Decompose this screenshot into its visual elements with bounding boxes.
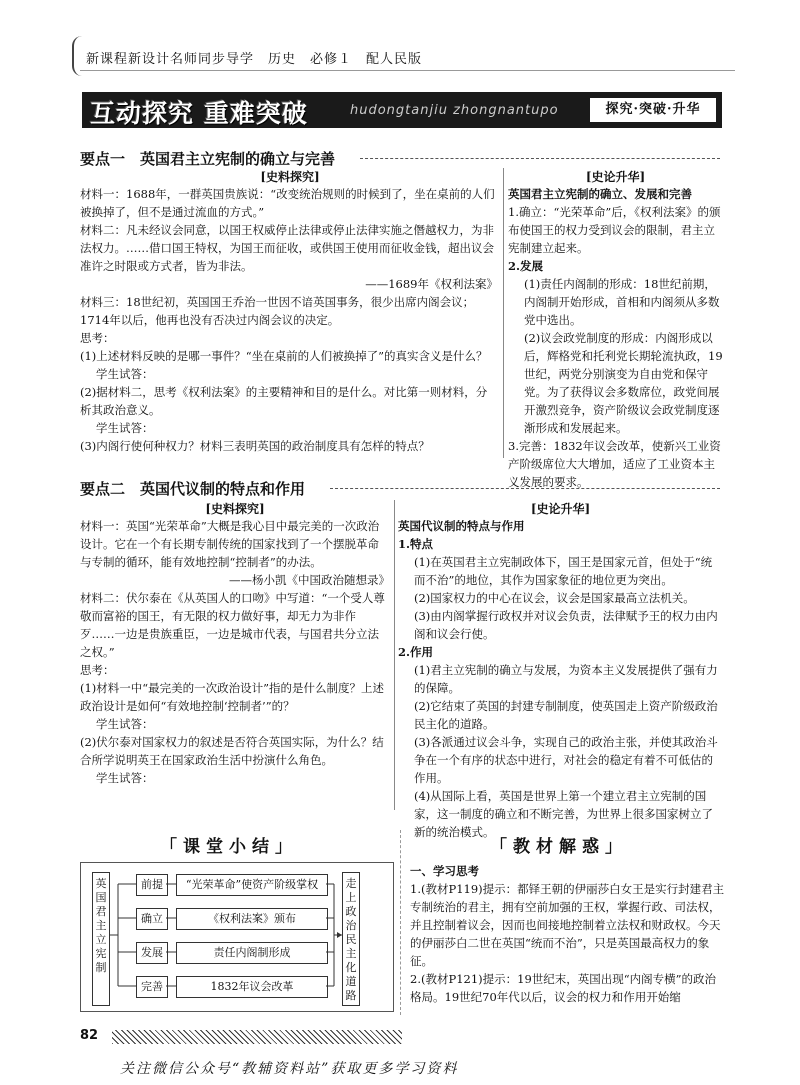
running-header: 新课程新设计名师同步导学 历史 必修１ 配人民版 <box>86 52 423 67</box>
section1-right-box-title: [史论升华] <box>585 170 646 184</box>
stage-establish: 确立 <box>136 908 168 930</box>
material-3: 材料三：18世纪初，英国国王乔治一世因不谙英国事务，很少出席内阁会议；1714年以后，他再也没有否决过内阁会议的决定。 <box>80 295 475 327</box>
question-3: (3)内阁行使何种权力？材料三表明英国的政治制度具有怎样的特点？ <box>80 439 430 453</box>
question-1: (1)上述材料反映的是哪一事件？“坐在桌前的人们被换掉了”的真实含义是什么？ <box>80 349 488 363</box>
page-number-hatch <box>112 1030 402 1044</box>
stage-premise-content: “光荣革命”使资产阶级掌权 <box>176 874 328 896</box>
s2-feature-label: 1.特点 <box>398 537 434 551</box>
s2-answer-prompt-1: 学生试答： <box>96 717 154 731</box>
s2-feature-2: (2)国家权力的中心在议会，议会是国家最高立法机关。 <box>414 591 695 605</box>
s2-feature-1: (1)在英国君主立宪制政体下，国王是国家元首，但处于“统而不治”的地位，其作为国家象征的地位更为突出。 <box>414 555 713 587</box>
s2-effect-2: (2)它结束了英国的封建专制制度，使英国走上资产阶级政治民主化的道路。 <box>414 699 718 731</box>
textbook-answer-1: 1.(教材P119)提示：都铎王朝的伊丽莎白女王是实行封建君主专制统治的君主，拥有空前加强的王权，掌握行政、司法权，并且控制着议会，因而也间接地控制着立法权和财政权。今天的伊丽莎白二世在英国“统而不治”，只是英国最高权力的象征。 <box>410 882 725 968</box>
right-heading: 英国君主立宪制的确立、发展和完善 <box>508 187 692 201</box>
summary-right-label: 走上政治民主化道路 <box>342 872 360 1006</box>
think-label: 思考： <box>80 331 115 345</box>
s2-effect-1: (1)君主立宪制的确立与发展，为资本主义发展提供了强有力的保障。 <box>414 663 718 695</box>
stage-improve: 完善 <box>136 976 168 998</box>
s2-answer-prompt-2: 学生试答： <box>96 771 154 785</box>
point-develop: 2.发展 <box>508 259 544 273</box>
textbook-column <box>410 862 725 1006</box>
answer-prompt-2: 学生试答： <box>96 421 154 435</box>
stage-develop: 发展 <box>136 942 168 964</box>
banner-title: 互动探究 重难突破 <box>90 99 308 128</box>
s2-think-label: 思考： <box>80 663 115 677</box>
footer-note: 关注微信公众号“教辅资料站”获取更多学习资料 <box>120 1061 459 1077</box>
page-number: 82 <box>80 1028 99 1043</box>
stage-improve-content: 1832年议会改革 <box>176 976 328 998</box>
section1-left-box-title: [史料探究] <box>260 170 320 184</box>
s2-feature-3: (3)由内阁掌握行政权并对议会负责，法律赋予王的权力由内阁和议会行使。 <box>414 609 718 641</box>
s2-effect-4: (4)从国际上看，英国是世界上第一个建立君主立宪制的国家，这一制度的确立和不断完善，为世界上很多国家树立了新的统治模式。 <box>414 789 713 839</box>
stage-premise: 前提 <box>136 874 168 896</box>
stage-develop-content: 责任内阁制形成 <box>176 942 328 964</box>
point-improve: 3.完善：1832年议会改革，使新兴工业资产阶级席位大大增加，适应了工业资本主义发展的要求。 <box>508 439 721 489</box>
s2-question-1: (1)材料一中“最完美的一次政治设计”指的是什么制度？上述政治设计是如何“有效地控制‘控制者’”的？ <box>80 681 385 713</box>
s2-effect-3: (3)各派通过议会斗争，实现自己的政治主张，并使其政治斗争在一个有序的状态中进行，对社会的稳定有着不可低估的作用。 <box>414 735 718 785</box>
answer-prompt-1: 学生试答： <box>96 367 154 381</box>
material-2-source: ——1689年《权利法案》 <box>365 277 498 291</box>
stage-establish-content: 《权利法案》颁布 <box>176 908 328 930</box>
banner-tag: 探究·突破·升华 <box>590 98 716 122</box>
s2-right-heading: 英国代议制的特点与作用 <box>398 519 525 533</box>
point-develop-1: (1)责任内阁制的形成：18世纪前期，内阁制开始形成，首相和内阁须从多数党中选出。 <box>524 277 720 327</box>
textbook-heading: 一、学习思考 <box>410 864 479 878</box>
banner-pinyin: hudongtanjiu zhongnantupo <box>350 103 559 118</box>
section1-title: 要点一 英国君主立宪制的确立与完善 <box>80 150 336 168</box>
question-2: (2)据材料二，思考《权利法案》的主要精神和目的是什么。对比第一则材料，分析其政治意义。 <box>80 385 488 417</box>
s2-material-2: 材料二：伏尔泰在《从英国人的口吻》中写道：“一个受人尊敬而富裕的国王，有无限的权力做好事，却无力为非作歹……一边是贵族重臣，一边是城市代表，与国君共分立法之权。” <box>80 591 385 659</box>
section2-title: 要点二 英国代议制的特点和作用 <box>80 480 306 498</box>
textbook-title: 「教材解惑」 <box>490 837 628 857</box>
material-2: 材料二：凡未经议会同意，以国王权威停止法律或停止法律实施之僭越权力，为非法权力。……借口国王特权，为国王而征收，或供国王使用而征收金钱，超出议会准许之时限或方式者，皆为非法。 <box>80 223 494 273</box>
section2-left-box-title: [史料探究] <box>205 502 265 516</box>
point-develop-2: (2)议会政党制度的形成：内阁形成以后，辉格党和托利党长期轮流执政，19世纪，两党分别演变为自由党和保守党。为了获得议会多数席位，政党间展开激烈竞争，资产阶级议会政党制度逐渐形成和发展起来。 <box>524 331 723 435</box>
summary-left-label: 英国君主立宪制 <box>92 872 110 1006</box>
point-establish: 1.确立：“光荣革命”后，《权利法案》的颁布使国王的权力受到议会的限制，君主立宪制建立起来。 <box>508 205 721 255</box>
s2-question-2: (2)伏尔泰对国家权力的叙述是否符合英国实际，为什么？结合所学说明英王在国家政治生活中扮演什么角色。 <box>80 735 384 767</box>
s2-effect-label: 2.作用 <box>398 645 434 659</box>
textbook-answer-2: 2.(教材P121)提示：19世纪末，英国出现“内阁专横”的政治格局。19世纪70年代以后，议会的权力和作用开始缩 <box>410 972 717 1004</box>
s2-material-1-source: ——杨小凯《中国政治随想录》 <box>229 573 390 587</box>
bottom-column-divider <box>400 830 401 1015</box>
material-1: 材料一：1688年，一群英国贵族说：“改变统治规则的时候到了，坐在桌前的人们被换掉了，但不是通过流血的方式。” <box>80 187 495 219</box>
summary-title: 「课堂小结」 <box>160 837 298 857</box>
s2-material-1: 材料一：英国“光荣革命”大概是我心目中最完美的一次政治设计。它在一个有长期专制传统的国家找到了一个摆脱革命与专制的循环，能有效地控制“控制者”的办法。 <box>80 519 380 569</box>
section2-right-box-title: [史论升华] <box>530 502 591 516</box>
